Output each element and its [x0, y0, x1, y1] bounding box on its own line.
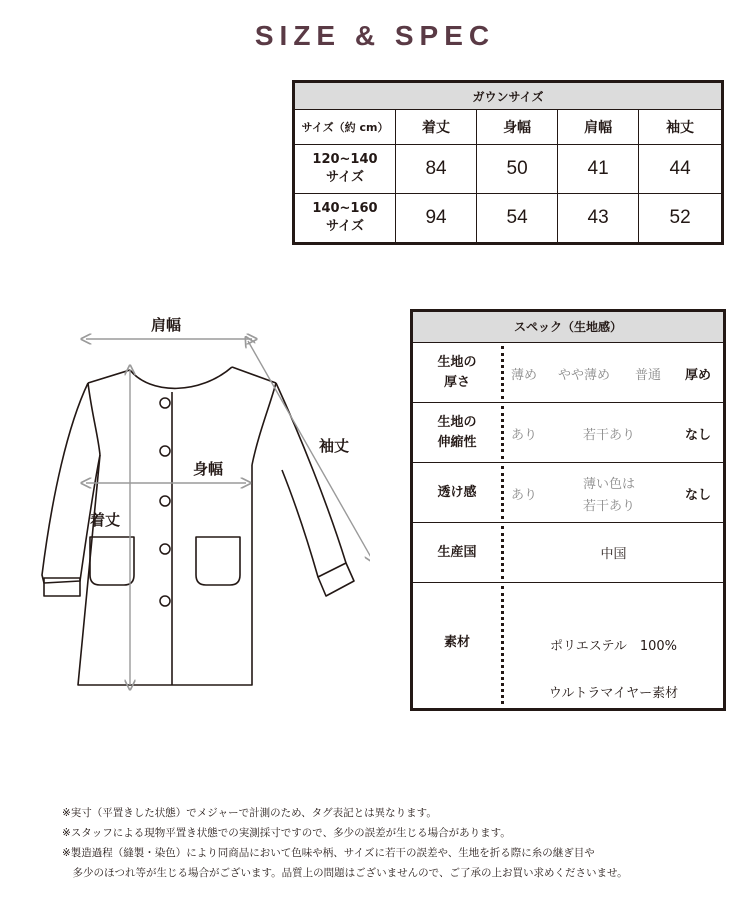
shoulder-column-header: 肩幅	[558, 110, 639, 145]
option-yes: あり	[511, 488, 538, 503]
spec-row-material	[413, 583, 723, 707]
spec-table	[410, 309, 726, 711]
left-armhole	[88, 383, 100, 455]
button	[160, 496, 170, 506]
garment-diagram	[30, 305, 370, 695]
spec-row-sheer	[413, 463, 723, 523]
right-pocket	[196, 537, 240, 585]
table-cell: 84	[396, 145, 477, 194]
option-thick-selected: 厚め	[685, 368, 712, 383]
collar-line	[130, 367, 232, 388]
option-thin: 薄め	[511, 368, 538, 383]
spec-table-header: スペック（生地感）	[413, 312, 723, 343]
sleeve-column-header: 袖丈	[639, 110, 723, 145]
table-cell: 52	[639, 194, 723, 244]
option-slightly-thin: やや薄め	[558, 368, 611, 383]
dotted-divider	[501, 466, 504, 519]
spec-label-line: 伸縮性	[437, 434, 477, 450]
table-cell: 41	[558, 145, 639, 194]
row-label-line: 140~160	[312, 201, 378, 216]
spec-label	[413, 343, 501, 402]
table-cell: 43	[558, 194, 639, 244]
size-table-header: ガウンサイズ	[294, 82, 723, 110]
length-column-header: 着丈	[396, 110, 477, 145]
table-cell: 54	[477, 194, 558, 244]
table-row	[294, 194, 723, 244]
left-shoulder	[88, 370, 130, 383]
option-normal: 普通	[635, 368, 662, 383]
spec-label-line: 厚さ	[443, 374, 470, 390]
spec-label-line: 生地の	[437, 414, 477, 430]
note-line: ※製造過程（縫製・染色）により同商品において色味や柄、サイズに若干の誤差や、生地を折る際に糸の継ぎ目や	[62, 847, 595, 859]
width-column-header: 身幅	[477, 110, 558, 145]
table-cell: 50	[477, 145, 558, 194]
right-sleeve	[276, 383, 346, 577]
sleeve-label: 袖丈	[319, 437, 350, 455]
spec-label	[413, 403, 501, 462]
shoulder-label: 肩幅	[151, 316, 182, 334]
option-none-selected: なし	[685, 428, 712, 443]
notes	[62, 803, 628, 883]
dotted-divider	[501, 406, 504, 459]
spec-row-origin	[413, 523, 723, 583]
button	[160, 398, 170, 408]
material-detail: ウルトラマイヤー素材	[548, 686, 679, 701]
page-title: SIZE & SPEC	[254, 20, 496, 51]
option-light-color-line2: 若干あり	[583, 499, 636, 514]
table-row	[294, 145, 723, 194]
option-yes: あり	[511, 428, 538, 443]
button	[160, 544, 170, 554]
right-shoulder	[232, 367, 276, 383]
button	[160, 596, 170, 606]
body-width-label: 身幅	[193, 460, 224, 478]
body-outline	[78, 455, 252, 685]
row-label	[294, 194, 396, 244]
note-line: ※実寸（平置きした状態）でメジャーで計測のため、タグ表記とは異なります。	[62, 807, 437, 819]
spec-row-stretch	[413, 403, 723, 463]
size-column-header: サイズ（約 cm）	[294, 110, 396, 145]
note-line: ※スタッフによる現物平置き状態での実測採寸ですので、多少の誤差が生じる場合があります。	[62, 827, 511, 839]
right-armhole	[252, 383, 276, 465]
spec-label-line: 生地の	[437, 354, 477, 370]
table-cell: 44	[639, 145, 723, 194]
row-label-line: 120~140	[312, 152, 378, 167]
option-slightly: 若干あり	[583, 428, 636, 443]
spec-label: 素材	[443, 635, 470, 650]
option-light-color-line1: 薄い色は	[583, 477, 636, 492]
material-value: ポリエステル 100%	[550, 639, 677, 654]
row-label-line: サイズ	[326, 219, 364, 234]
length-label: 着丈	[90, 511, 121, 529]
spec-row-thickness	[413, 343, 723, 403]
row-label	[294, 145, 396, 194]
option-none-selected: なし	[685, 488, 712, 503]
note-line: 多少のほつれ等が生じる場合がございます。品質上の問題はございませんので、ご了承の上お買い求めくださいませ。	[62, 867, 628, 879]
left-pocket	[90, 537, 134, 585]
dotted-divider	[501, 346, 504, 399]
row-label-line: サイズ	[326, 170, 364, 185]
button	[160, 446, 170, 456]
origin-value: 中国	[600, 547, 627, 562]
size-table	[292, 80, 724, 245]
sleeve-arrow	[248, 341, 370, 559]
table-cell: 94	[396, 194, 477, 244]
spec-label: 透け感	[437, 484, 477, 500]
spec-label: 生産国	[437, 544, 477, 560]
